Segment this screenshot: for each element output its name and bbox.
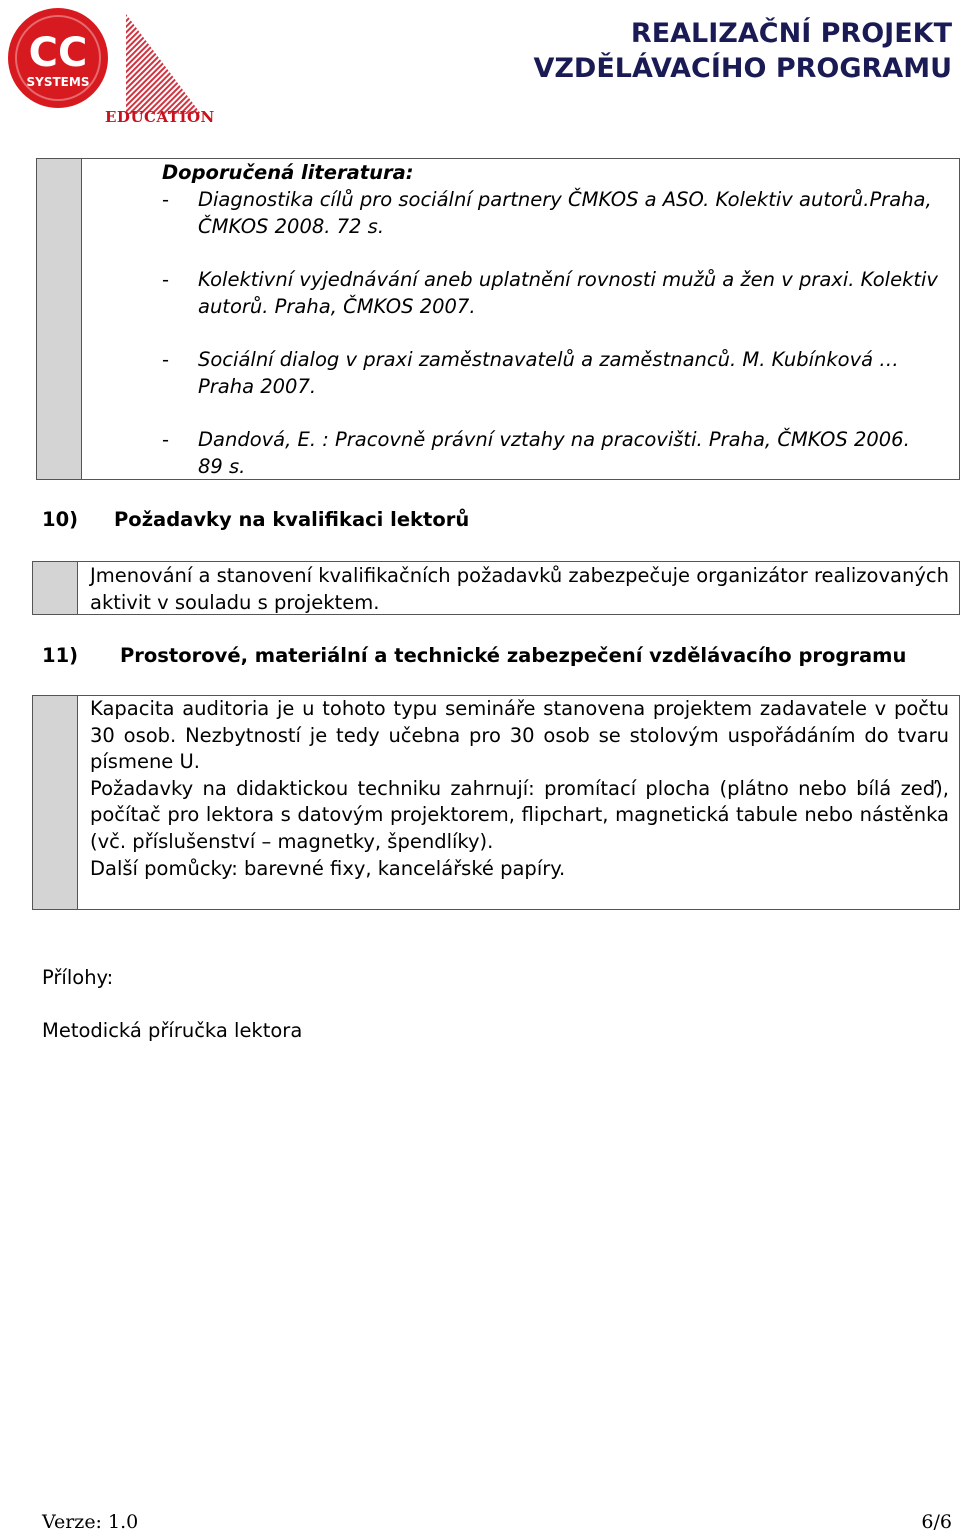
appendix-label: Přílohy: — [42, 966, 114, 989]
literature-item-text: Sociální dialog v praxi zaměstnavatelů a zaměstnanců. M. Kubínková … Praha 2007. — [198, 348, 899, 398]
qualification-text: Jmenování a stanovení kvalifikačních požadavků zabezpečuje organizátor realizovaných aktivit v souladu s projektem. — [90, 564, 949, 614]
literature-content — [82, 159, 959, 479]
literature-item — [162, 266, 959, 320]
section-number: 10) — [42, 508, 79, 531]
literature-item — [162, 426, 959, 480]
box-shade-column — [33, 562, 78, 614]
document-title-line1: REALIZAČNÍ PROJEKT — [630, 18, 952, 49]
footer-page-number: 6/6 — [921, 1511, 952, 1533]
facilities-paragraph: Kapacita auditoria je u tohoto typu semináře stanovena projektem zadavatele v počtu 30 osob. Nezbytností je tedy učebna pro 30 osob se stolovým uspořádáním do tvaru písmene U. — [90, 697, 949, 774]
literature-heading: Doporučená literatura: — [162, 161, 414, 184]
logo-education-caption: EDUCATION — [105, 108, 215, 126]
box-shade-column — [33, 696, 78, 909]
list-dash: - — [162, 188, 170, 211]
document-title-line2: VZDĚLÁVACÍHO PROGRAMU — [533, 53, 952, 84]
footer-version: Verze: 1.0 — [42, 1511, 139, 1533]
appendix-item: Metodická příručka lektora — [42, 1019, 303, 1042]
literature-box — [36, 158, 960, 480]
document-title — [533, 16, 952, 86]
section-11-heading — [42, 644, 906, 667]
literature-item-text: Dandová, E. : Pracovně právní vztahy na pracovišti. Praha, ČMKOS 2006. 89 s. — [198, 428, 910, 478]
facilities-content — [78, 696, 959, 909]
section-title: Prostorové, materiální a technické zabezpečení vzdělávacího programu — [120, 644, 907, 667]
logo-systems-text: SYSTEMS — [26, 75, 90, 89]
facilities-box — [32, 695, 960, 910]
cc-systems-logo-graphic — [6, 4, 206, 122]
literature-item — [162, 186, 959, 240]
literature-item-text: Kolektivní vyjednávání aneb uplatnění rovnosti mužů a žen v praxi. Kolektiv autorů. Praha, ČMKOS 2007. — [198, 268, 938, 318]
list-dash: - — [162, 268, 170, 291]
facilities-paragraph: Požadavky na didaktickou techniku zahrnují: promítací plocha (plátno nebo bílá zeď), počítač pro lektora s datovým projektorem, flipchart, magnetická tabule nebo nástěnka (vč. příslušenství – magnetky, špendlíky). — [90, 776, 949, 853]
qualification-box — [32, 561, 960, 615]
literature-item — [162, 346, 959, 400]
company-logo — [6, 4, 215, 126]
list-dash: - — [162, 428, 170, 451]
section-10-heading — [42, 508, 469, 531]
logo-cc-text: CC — [28, 30, 88, 76]
literature-item-text: Diagnostika cílů pro sociální partnery ČMKOS a ASO. Kolektiv autorů.Praha, ČMKOS 2008. 72 s. — [198, 188, 932, 238]
list-dash: - — [162, 348, 170, 371]
section-number: 11) — [42, 644, 79, 667]
facilities-paragraph: Další pomůcky: barevné fixy, kancelářské papíry. — [90, 856, 566, 880]
box-shade-column — [37, 159, 82, 479]
section-title: Požadavky na kvalifikaci lektorů — [114, 508, 470, 531]
